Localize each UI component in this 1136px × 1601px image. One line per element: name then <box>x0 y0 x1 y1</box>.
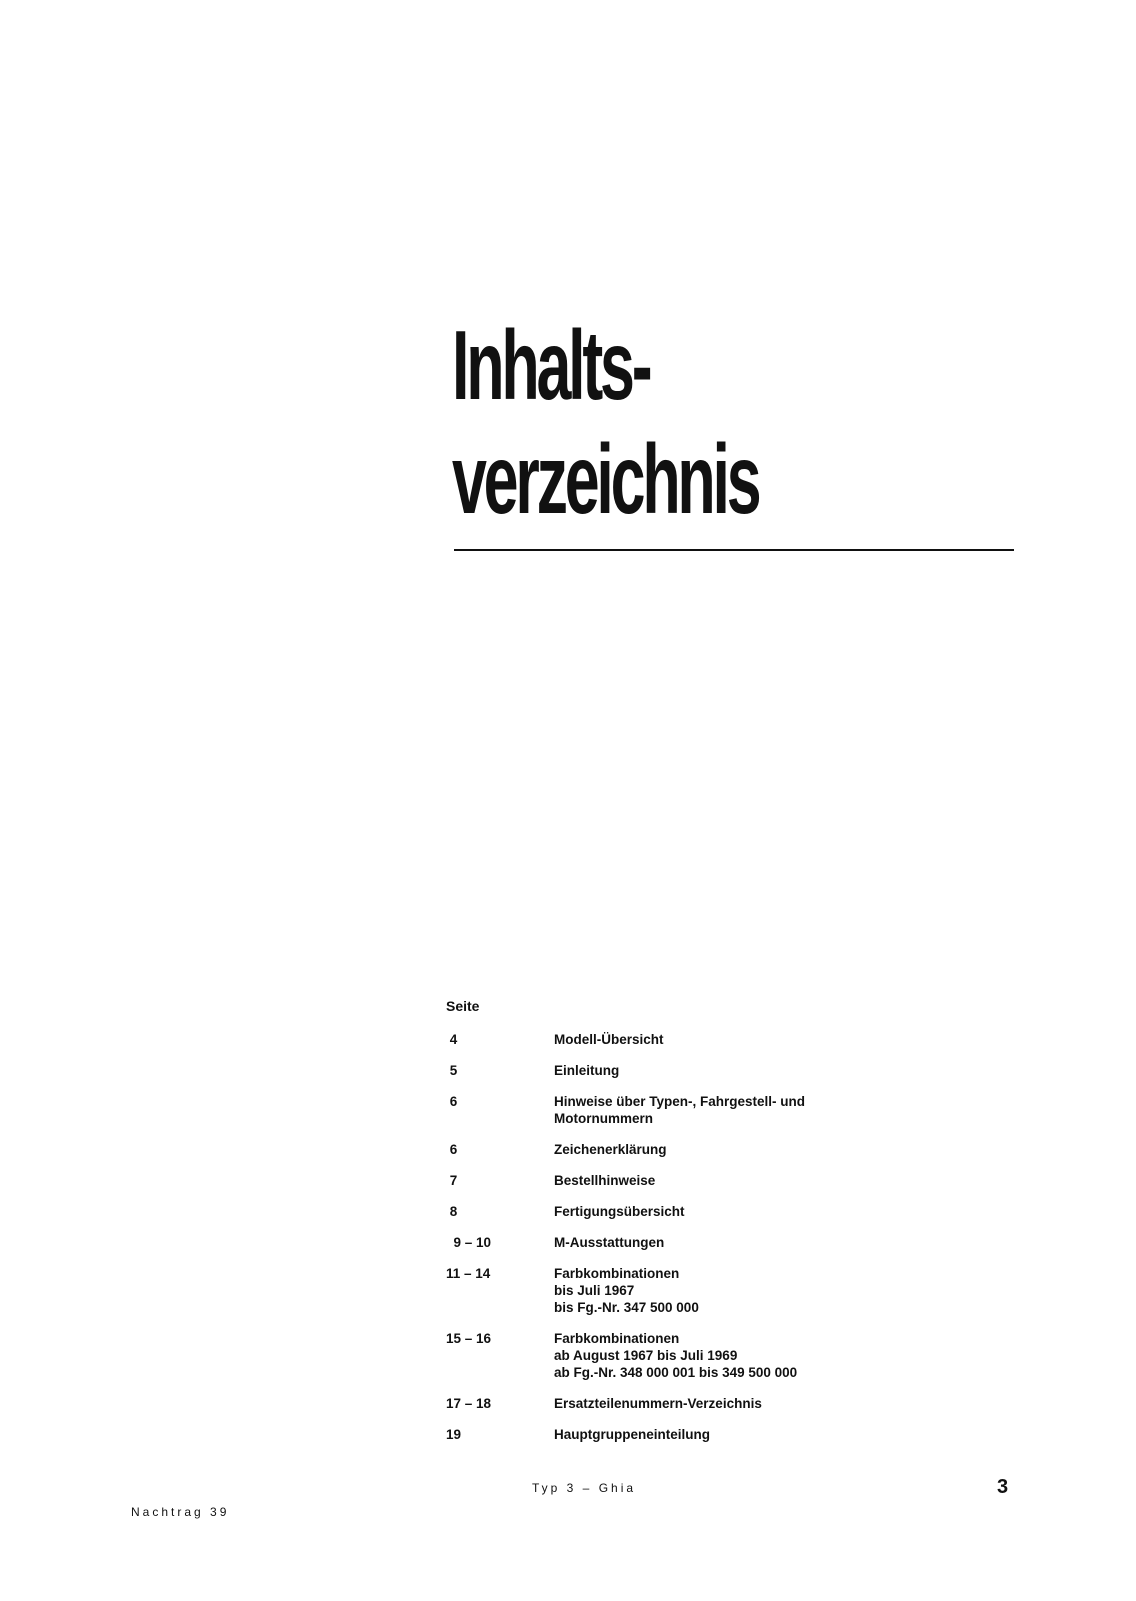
toc-entry-page: 5 <box>446 1063 458 1078</box>
toc-entry <box>446 1395 1006 1412</box>
title-line-1: Inhalts- <box>452 310 650 420</box>
toc-entry-page: 4 <box>446 1032 458 1047</box>
toc-entry-page: 6 <box>446 1142 458 1157</box>
page-number: 3 <box>997 1476 1009 1498</box>
title-line-2: verzeichnis <box>452 424 759 534</box>
toc-entry-line: Bestellhinweise <box>554 1173 656 1188</box>
toc-entry-title <box>554 1062 1006 1079</box>
toc-entry <box>446 1203 1006 1220</box>
toc-entry-title <box>554 1426 1006 1443</box>
toc-entry-page: 19 <box>446 1427 462 1442</box>
title-divider <box>454 549 1014 551</box>
toc-entry-title <box>554 1395 1006 1412</box>
toc-entry-line: Farbkombinationen <box>554 1331 680 1346</box>
toc-entry-page: 6 <box>446 1094 458 1109</box>
toc-entry-title <box>554 1141 1006 1158</box>
toc-entry <box>446 1093 1006 1127</box>
page-title <box>452 308 758 536</box>
toc-entry-title <box>554 1265 1006 1316</box>
toc-entry-line: ab Fg.-Nr. 348 000 001 bis 349 500 000 <box>554 1365 798 1380</box>
toc-page-column-header: Seite <box>446 998 480 1014</box>
toc-entry-title <box>554 1093 1006 1127</box>
footer-supplement: Nachtrag 39 <box>131 1505 230 1519</box>
toc-entry-line: ab August 1967 bis Juli 1969 <box>554 1348 738 1363</box>
toc-entry <box>446 1172 1006 1189</box>
toc-entry-line: bis Juli 1967 <box>554 1283 635 1298</box>
toc-entry-line: Farbkombinationen <box>554 1266 680 1281</box>
toc-entry-line: Hauptgruppeneinteilung <box>554 1427 710 1442</box>
toc-entry-page: 15 – 16 <box>446 1331 492 1346</box>
toc-entry-page: 11 – 14 <box>446 1266 491 1281</box>
toc-entry-title <box>554 1172 1006 1189</box>
toc-entry <box>446 1330 1006 1381</box>
toc-entry <box>446 1031 1006 1048</box>
toc-entry <box>446 1141 1006 1158</box>
toc-entry <box>446 1234 1006 1251</box>
toc-entry-line: Motornummern <box>554 1111 653 1126</box>
toc-entry-line: bis Fg.-Nr. 347 500 000 <box>554 1300 699 1315</box>
toc-entry-page: 7 <box>446 1173 458 1188</box>
toc-entry-line: M-Ausstattungen <box>554 1235 665 1250</box>
toc-entry <box>446 1265 1006 1316</box>
toc-entry <box>446 1062 1006 1079</box>
toc-entry-line: Hinweise über Typen-, Fahrgestell- und <box>554 1094 806 1109</box>
toc-entry-title <box>554 1203 1006 1220</box>
toc-entry-page: 17 – 18 <box>446 1396 492 1411</box>
toc-entry <box>446 1426 1006 1443</box>
toc-entry-line: Einleitung <box>554 1063 620 1078</box>
footer-model-type: Typ 3 – Ghia <box>532 1481 637 1495</box>
table-of-contents <box>446 1031 1006 1443</box>
toc-entry-page: 8 <box>446 1204 458 1219</box>
toc-entry-title <box>554 1330 1006 1381</box>
toc-entry-line: Ersatzteilenummern-Verzeichnis <box>554 1396 762 1411</box>
toc-entry-line: Modell-Übersicht <box>554 1032 664 1047</box>
toc-entry-line: Fertigungsübersicht <box>554 1204 685 1219</box>
toc-entry-page: 9 – 10 <box>446 1235 492 1250</box>
toc-entry-line: Zeichenerklärung <box>554 1142 667 1157</box>
toc-entry-title <box>554 1031 1006 1048</box>
toc-entry-title <box>554 1234 1006 1251</box>
